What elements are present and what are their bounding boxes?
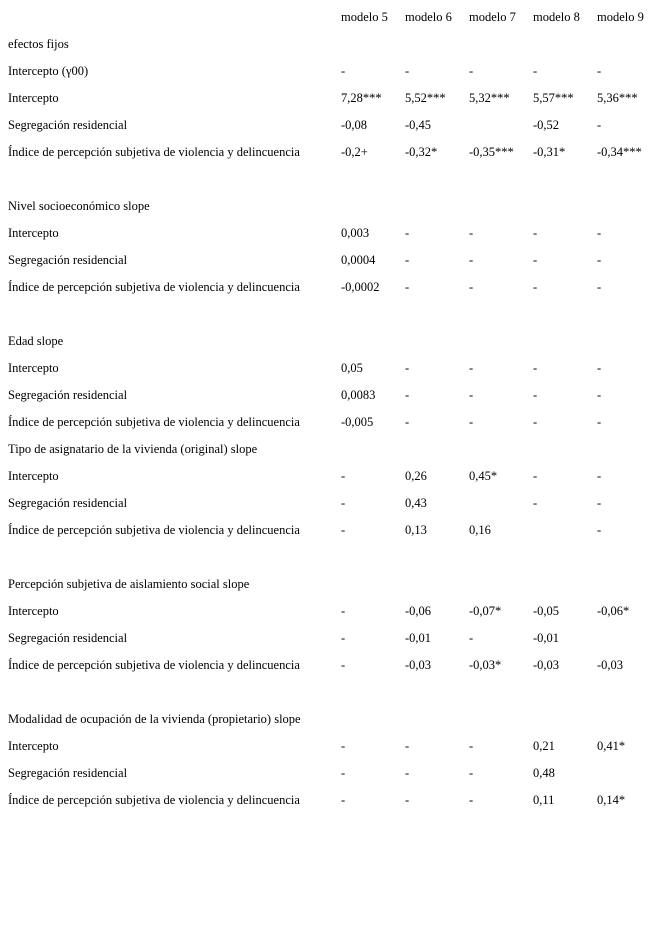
- row-label: Segregación residencial: [8, 631, 128, 645]
- value-cell: 5,52***: [405, 91, 446, 105]
- table-row: [8, 139, 661, 166]
- value-cell: -0,05: [533, 604, 560, 618]
- value-cell: -: [469, 226, 474, 240]
- row-label: Segregación residencial: [8, 118, 128, 132]
- table-row: [8, 679, 661, 706]
- value-cell: 0,21: [533, 739, 555, 753]
- value-cell: -: [533, 226, 538, 240]
- value-cell: -0,06*: [597, 604, 630, 618]
- value-cell: -0,005: [341, 415, 374, 429]
- value-cell: -0,35***: [469, 145, 514, 159]
- table-row: [8, 598, 661, 625]
- value-cell: -0,06: [405, 604, 432, 618]
- value-cell: -: [533, 64, 538, 78]
- value-cell: -: [597, 523, 602, 537]
- table-row: [8, 328, 661, 355]
- value-cell: -: [533, 361, 538, 375]
- value-cell: 5,57***: [533, 91, 574, 105]
- value-cell: -: [469, 64, 474, 78]
- value-cell: -: [469, 631, 474, 645]
- value-cell: -0,08: [341, 118, 368, 132]
- table-row: [8, 760, 661, 787]
- value-cell: -0,03*: [469, 658, 502, 672]
- column-header: modelo 9: [597, 10, 644, 24]
- value-cell: -: [341, 523, 346, 537]
- value-cell: -: [533, 469, 538, 483]
- value-cell: 0,45*: [469, 469, 498, 483]
- value-cell: -: [597, 361, 602, 375]
- value-cell: -: [341, 469, 346, 483]
- value-cell: -: [341, 64, 346, 78]
- value-cell: -: [533, 280, 538, 294]
- value-cell: -: [469, 793, 474, 807]
- table-row: [8, 193, 661, 220]
- row-label: Índice de percepción subjetiva de violencia y delincuencia: [8, 523, 300, 537]
- value-cell: -0,01: [533, 631, 560, 645]
- row-label: Intercepto: [8, 91, 59, 105]
- row-label: Intercepto: [8, 226, 59, 240]
- value-cell: 0,43: [405, 496, 427, 510]
- value-cell: 5,36***: [597, 91, 638, 105]
- table-row: [8, 220, 661, 247]
- table-row: [8, 787, 661, 814]
- value-cell: -: [597, 415, 602, 429]
- row-label: Intercepto: [8, 469, 59, 483]
- value-cell: -: [405, 226, 410, 240]
- table-row: [8, 247, 661, 274]
- value-cell: -: [597, 496, 602, 510]
- value-cell: -: [533, 388, 538, 402]
- table-row: [8, 85, 661, 112]
- value-cell: 0,05: [341, 361, 363, 375]
- value-cell: -0,03: [405, 658, 432, 672]
- value-cell: -: [341, 658, 346, 672]
- results-table: [8, 4, 661, 814]
- value-cell: -0,34***: [597, 145, 642, 159]
- table-row: [8, 31, 661, 58]
- table-row: [8, 409, 661, 436]
- value-cell: 7,28***: [341, 91, 382, 105]
- row-label: Modalidad de ocupación de la vivienda (propietario) slope: [8, 712, 301, 726]
- value-cell: -: [341, 631, 346, 645]
- table-row: [8, 301, 661, 328]
- value-cell: -: [405, 766, 410, 780]
- row-label: Segregación residencial: [8, 253, 128, 267]
- value-cell: -: [533, 496, 538, 510]
- row-label: Segregación residencial: [8, 388, 128, 402]
- value-cell: -0,0002: [341, 280, 380, 294]
- row-label: Índice de percepción subjetiva de violencia y delincuencia: [8, 658, 300, 672]
- value-cell: -: [469, 766, 474, 780]
- value-cell: -: [469, 253, 474, 267]
- table-row: [8, 544, 661, 571]
- value-cell: -: [405, 415, 410, 429]
- table-row: [8, 382, 661, 409]
- row-label: Nivel socioeconómico slope: [8, 199, 150, 213]
- value-cell: -: [341, 793, 346, 807]
- value-cell: 0,26: [405, 469, 427, 483]
- row-label: Intercepto: [8, 739, 59, 753]
- value-cell: 0,41*: [597, 739, 626, 753]
- row-label: Intercepto: [8, 604, 59, 618]
- value-cell: 5,32***: [469, 91, 510, 105]
- row-label: Edad slope: [8, 334, 64, 348]
- value-cell: -: [597, 280, 602, 294]
- value-cell: -: [405, 793, 410, 807]
- value-cell: -: [469, 739, 474, 753]
- row-label: Índice de percepción subjetiva de violencia y delincuencia: [8, 145, 300, 159]
- value-cell: 0,0083: [341, 388, 376, 402]
- row-label: Índice de percepción subjetiva de violencia y delincuencia: [8, 415, 300, 429]
- value-cell: -: [597, 469, 602, 483]
- value-cell: -: [405, 253, 410, 267]
- value-cell: -: [533, 415, 538, 429]
- table-row: [8, 733, 661, 760]
- table-row: [8, 571, 661, 598]
- row-label: Percepción subjetiva de aislamiento social slope: [8, 577, 250, 591]
- value-cell: -: [597, 253, 602, 267]
- table-row: [8, 652, 661, 679]
- column-header: modelo 7: [469, 10, 516, 24]
- header-row: [8, 4, 661, 31]
- value-cell: -: [405, 388, 410, 402]
- value-cell: -: [405, 361, 410, 375]
- value-cell: -: [597, 226, 602, 240]
- value-cell: 0,16: [469, 523, 491, 537]
- value-cell: -: [341, 496, 346, 510]
- row-label: Segregación residencial: [8, 766, 128, 780]
- table-row: [8, 355, 661, 382]
- column-header: modelo 5: [341, 10, 388, 24]
- row-label: Tipo de asignatario de la vivienda (original) slope: [8, 442, 258, 456]
- row-label: Segregación residencial: [8, 496, 128, 510]
- value-cell: -: [597, 118, 602, 132]
- row-label: efectos fijos: [8, 37, 69, 51]
- table-row: [8, 58, 661, 85]
- table-row: [8, 490, 661, 517]
- value-cell: -: [469, 388, 474, 402]
- value-cell: -0,07*: [469, 604, 502, 618]
- table-row: [8, 436, 661, 463]
- row-label: Intercepto: [8, 361, 59, 375]
- table-row: [8, 625, 661, 652]
- value-cell: -: [341, 766, 346, 780]
- table-row: [8, 706, 661, 733]
- value-cell: -0,31*: [533, 145, 566, 159]
- value-cell: -: [469, 361, 474, 375]
- value-cell: -: [341, 604, 346, 618]
- value-cell: -0,52: [533, 118, 560, 132]
- table-body: [8, 31, 661, 814]
- value-cell: -: [597, 64, 602, 78]
- value-cell: -0,03: [597, 658, 624, 672]
- value-cell: -: [405, 739, 410, 753]
- value-cell: -: [405, 64, 410, 78]
- value-cell: -0,01: [405, 631, 432, 645]
- value-cell: 0,48: [533, 766, 555, 780]
- column-header: modelo 6: [405, 10, 452, 24]
- value-cell: -0,32*: [405, 145, 438, 159]
- value-cell: -0,2+: [341, 145, 368, 159]
- value-cell: 0,0004: [341, 253, 376, 267]
- row-label: Índice de percepción subjetiva de violencia y delincuencia: [8, 793, 300, 807]
- value-cell: 0,003: [341, 226, 370, 240]
- value-cell: -: [469, 280, 474, 294]
- row-label: Intercepto (γ00): [8, 64, 89, 78]
- value-cell: 0,13: [405, 523, 427, 537]
- value-cell: -0,03: [533, 658, 560, 672]
- value-cell: -0,45: [405, 118, 432, 132]
- value-cell: -: [533, 253, 538, 267]
- table-row: [8, 166, 661, 193]
- value-cell: 0,11: [533, 793, 555, 807]
- value-cell: -: [469, 415, 474, 429]
- value-cell: -: [341, 739, 346, 753]
- column-header: modelo 8: [533, 10, 580, 24]
- row-label: Índice de percepción subjetiva de violencia y delincuencia: [8, 280, 300, 294]
- table-row: [8, 112, 661, 139]
- value-cell: 0,14*: [597, 793, 626, 807]
- value-cell: -: [597, 388, 602, 402]
- table-row: [8, 517, 661, 544]
- value-cell: -: [405, 280, 410, 294]
- table-row: [8, 274, 661, 301]
- table-row: [8, 463, 661, 490]
